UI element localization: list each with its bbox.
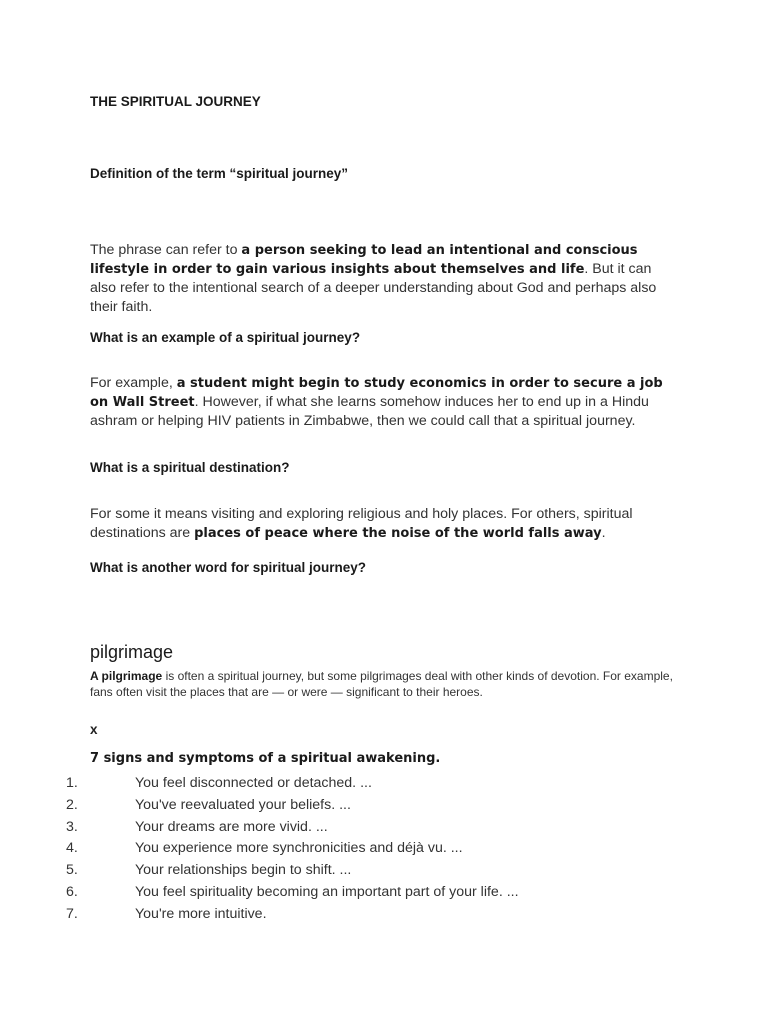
list-item-number: 3. xyxy=(66,818,78,835)
destination-text-pre: For some it means visiting and exploring religious and holy places. For others, spiritual destinations are xyxy=(90,506,633,541)
destination-paragraph xyxy=(90,505,680,543)
list-item-number: 2. xyxy=(66,796,78,813)
pilgrimage-paragraph xyxy=(90,668,690,700)
list-item-number: 4. xyxy=(66,840,78,857)
page-title: THE SPIRITUAL JOURNEY xyxy=(90,94,261,109)
pilgrimage-text: is often a spiritual journey, but some pilgrimages deal with other kinds of devotion. For example, fans often visit the places that are — or were — significant to their heroes. xyxy=(90,669,673,699)
list-item-text: You feel spirituality becoming an important part of your life. ... xyxy=(135,883,519,900)
x-mark: x xyxy=(90,722,98,737)
example-heading: What is an example of a spiritual journey? xyxy=(90,330,361,345)
definition-text-bold: a person seeking to lead an intentional and conscious lifestyle in order to gain various insights about themselves and life xyxy=(90,243,638,277)
example-text-post: . However, if what she learns somehow induces her to end up in a Hindu ashram or helping HIV patients in Zimbabwe, then we could call that a spiritual journey. xyxy=(90,394,649,429)
definition-paragraph xyxy=(90,241,680,317)
example-paragraph xyxy=(90,374,680,431)
pilgrimage-title: pilgrimage xyxy=(90,642,174,662)
list-item-text: You've reevaluated your beliefs. ... xyxy=(135,796,351,813)
destination-text-post: . xyxy=(601,525,606,541)
list-item-number: 5. xyxy=(66,862,78,879)
signs-heading-text: 7 signs and symptoms of a spiritual awakening. xyxy=(90,751,441,766)
list-item-number: 7. xyxy=(66,905,78,922)
definition-heading: Definition of the term “spiritual journey” xyxy=(90,166,349,181)
example-text-pre: For example, xyxy=(90,375,177,391)
definition-text-post: . But it can also refer to the intentional search of a deeper understanding about God and perhaps also their faith. xyxy=(90,261,657,315)
signs-heading xyxy=(90,750,680,766)
list-item-number: 6. xyxy=(66,883,78,900)
another-word-heading: What is another word for spiritual journey? xyxy=(90,560,367,575)
definition-text-pre: The phrase can refer to xyxy=(90,242,242,258)
list-item-text: Your dreams are more vivid. ... xyxy=(135,818,328,835)
example-text-bold: a student might begin to study economics in order to secure a job on Wall Street xyxy=(90,376,663,410)
destination-heading: What is a spiritual destination? xyxy=(90,460,290,475)
destination-text-bold: places of peace where the noise of the world falls away xyxy=(194,526,602,541)
list-item-number: 1. xyxy=(66,775,78,791)
list-item-text: You're more intuitive. xyxy=(135,905,267,922)
list-item-text: You experience more synchronicities and déjà vu. ... xyxy=(135,840,463,857)
list-item-text: Your relationships begin to shift. ... xyxy=(135,862,352,879)
list-item-text: You feel disconnected or detached. ... xyxy=(135,775,372,791)
pilgrimage-bold: A pilgrimage xyxy=(90,669,163,683)
